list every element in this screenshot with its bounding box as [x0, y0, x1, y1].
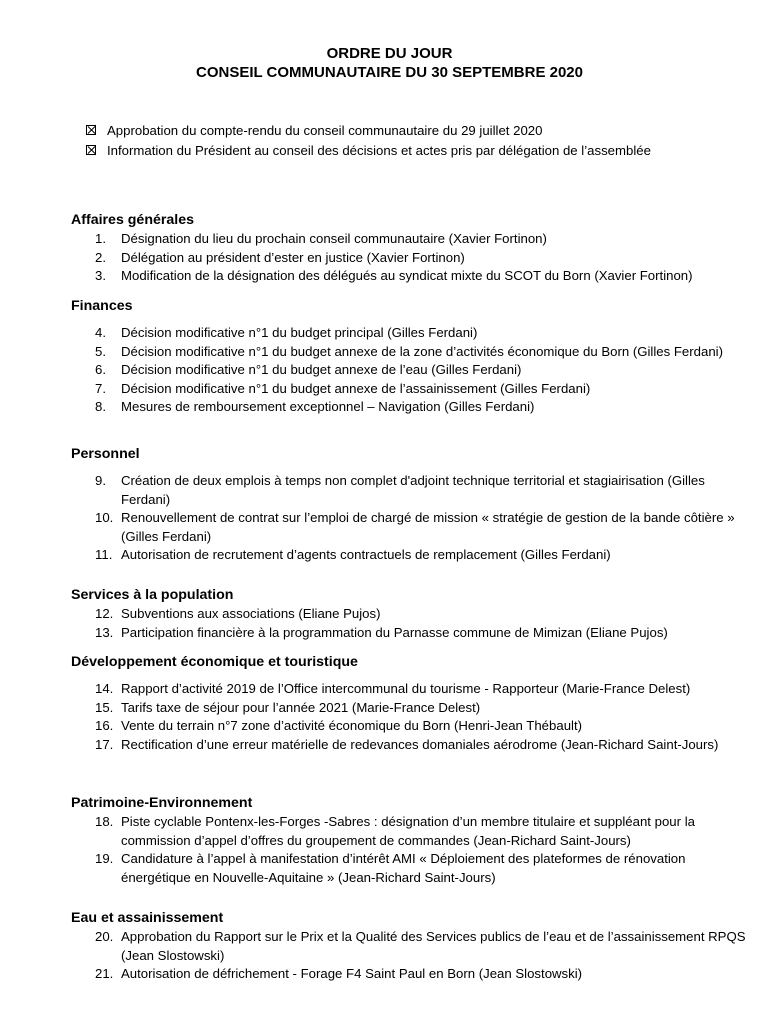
item-text: Décision modificative n°1 du budget annexe de la zone d’activités économique du Born (Gilles Ferdani)	[121, 343, 723, 359]
agenda-item	[71, 324, 751, 343]
section-title: Personnel	[71, 446, 140, 462]
item-text: Désignation du lieu du prochain conseil communautaire (Xavier Fortinon)	[121, 231, 547, 246]
item-number: 16.	[95, 718, 114, 734]
item-text: Autorisation de recrutement d’agents contractuels de remplacement (Gilles Ferdani)	[121, 547, 611, 563]
agenda-item	[71, 230, 751, 249]
section-title: Développement économique et touristique	[71, 654, 358, 670]
item-text: Rectification d’une erreur matérielle de redevances domaniales aérodrome (Jean-Richard Saint-Jours)	[121, 736, 719, 752]
item-list	[71, 605, 751, 642]
section-patrimoine-environnement	[71, 794, 751, 887]
agenda-item	[71, 249, 751, 268]
item-number: 15.	[95, 699, 114, 715]
item-number: 2.	[95, 249, 106, 265]
preliminary-item	[86, 141, 766, 161]
agenda-item	[71, 680, 751, 699]
section-title: Services à la population	[71, 587, 234, 603]
agenda-item	[71, 361, 751, 380]
section-title: Finances	[71, 298, 133, 314]
section-affaires-generales	[71, 211, 751, 286]
item-text: Candidature à l’appel à manifestation d’intérêt AMI « Déploiement des plateformes de rénovation énergétique en Nouvelle-Aquitaine » (Jean-Richard Saint-Jours)	[121, 851, 686, 885]
item-text: Autorisation de défrichement - Forage F4 Saint Paul en Born (Jean Slostowski)	[121, 966, 583, 982]
item-number: 7.	[95, 380, 106, 396]
checked-box-icon	[86, 125, 96, 135]
item-text: Subventions aux associations (Eliane Pujos)	[121, 606, 381, 621]
checked-box-icon	[86, 145, 96, 155]
item-number: 13.	[95, 624, 114, 640]
item-number: 21.	[95, 966, 114, 982]
agenda-item	[71, 699, 751, 718]
item-number: 8.	[95, 399, 106, 415]
agenda-item	[71, 398, 751, 417]
item-number: 4.	[95, 325, 106, 340]
item-number: 10.	[95, 510, 114, 526]
item-text: Approbation du Rapport sur le Prix et la Qualité des Services publics de l’eau et de l’assainissement RPQS (Jean Slostowski)	[121, 929, 746, 963]
item-text: Tarifs taxe de séjour pour l’année 2021 (Marie-France Delest)	[121, 699, 481, 715]
item-list	[71, 230, 751, 286]
document-subtitle: CONSEIL COMMUNAUTAIRE DU 30 SEPTEMBRE 2020	[195, 64, 583, 81]
agenda-item	[71, 605, 751, 624]
item-text: Modification de la désignation des délégués au syndicat mixte du SCOT du Born (Xavier Fortinon)	[121, 268, 693, 284]
item-list	[71, 324, 751, 417]
section-eau-assainissement	[71, 909, 751, 984]
agenda-item	[71, 509, 751, 546]
item-list	[71, 472, 751, 565]
agenda-item	[71, 717, 751, 736]
item-number: 1.	[95, 231, 106, 246]
item-number: 20.	[95, 929, 114, 944]
section-title: Eau et assainissement	[71, 910, 224, 926]
agenda-item	[71, 546, 751, 565]
item-text: Création de deux emplois à temps non complet d'adjoint technique territorial et stagiairisation (Gilles Ferdani)	[121, 473, 705, 507]
agenda-item	[71, 736, 751, 755]
item-list	[71, 928, 751, 984]
item-text: Renouvellement de contrat sur l’emploi de chargé de mission « stratégie de gestion de la bande côtière » (Gilles Ferdani)	[121, 510, 735, 544]
item-number: 5.	[95, 343, 106, 359]
agenda-item	[71, 813, 751, 850]
item-text: Décision modificative n°1 du budget annexe de l’eau (Gilles Ferdani)	[121, 362, 522, 378]
item-number: 19.	[95, 851, 114, 867]
item-text: Décision modificative n°1 du budget principal (Gilles Ferdani)	[121, 325, 478, 340]
agenda-item	[71, 380, 751, 399]
item-text: Piste cyclable Pontenx-les-Forges -Sabres : désignation d’un membre titulaire et suppléant pour la commission d’appel d’offres du groupement de commandes (Jean-Richard Saint-Jours)	[121, 814, 695, 848]
item-text: Rapport d’activité 2019 de l’Office intercommunal du tourisme - Rapporteur (Marie-France Delest)	[121, 681, 691, 696]
item-number: 12.	[95, 606, 114, 621]
section-title: Affaires générales	[71, 212, 195, 228]
preliminary-item	[86, 121, 766, 141]
preliminary-items	[86, 121, 766, 160]
agenda-item	[71, 850, 751, 887]
preliminary-item-text: Information du Président au conseil des décisions et actes pris par délégation de l’assemblée	[107, 142, 651, 158]
section-developpement-economique	[71, 653, 751, 754]
section-personnel	[71, 445, 751, 565]
document-title: ORDRE DU JOUR	[326, 45, 453, 62]
item-number: 9.	[95, 473, 106, 488]
agenda-item	[71, 965, 751, 984]
preliminary-item-text: Approbation du compte-rendu du conseil communautaire du 29 juillet 2020	[107, 123, 543, 138]
item-text: Vente du terrain n°7 zone d’activité économique du Born (Henri-Jean Thébault)	[121, 718, 583, 734]
agenda-item	[71, 343, 751, 362]
agenda-item	[71, 928, 751, 965]
agenda-item	[71, 267, 751, 286]
item-text: Mesures de remboursement exceptionnel – Navigation (Gilles Ferdani)	[121, 399, 535, 415]
item-list	[71, 680, 751, 754]
item-number: 11.	[95, 547, 113, 563]
section-services-population	[71, 586, 751, 642]
item-number: 18.	[95, 814, 114, 829]
agenda-item	[71, 472, 751, 509]
item-text: Délégation au président d’ester en justice (Xavier Fortinon)	[121, 249, 465, 265]
item-text: Décision modificative n°1 du budget annexe de l’assainissement (Gilles Ferdani)	[121, 380, 591, 396]
item-text: Participation financière à la programmation du Parnasse commune de Mimizan (Eliane Pujos)	[121, 624, 668, 640]
item-number: 14.	[95, 681, 114, 696]
item-number: 3.	[95, 268, 106, 284]
section-finances	[71, 297, 751, 417]
item-list	[71, 813, 751, 887]
item-number: 17.	[95, 736, 114, 752]
item-number: 6.	[95, 362, 106, 378]
section-title: Patrimoine-Environnement	[71, 795, 253, 811]
agenda-item	[71, 624, 751, 643]
